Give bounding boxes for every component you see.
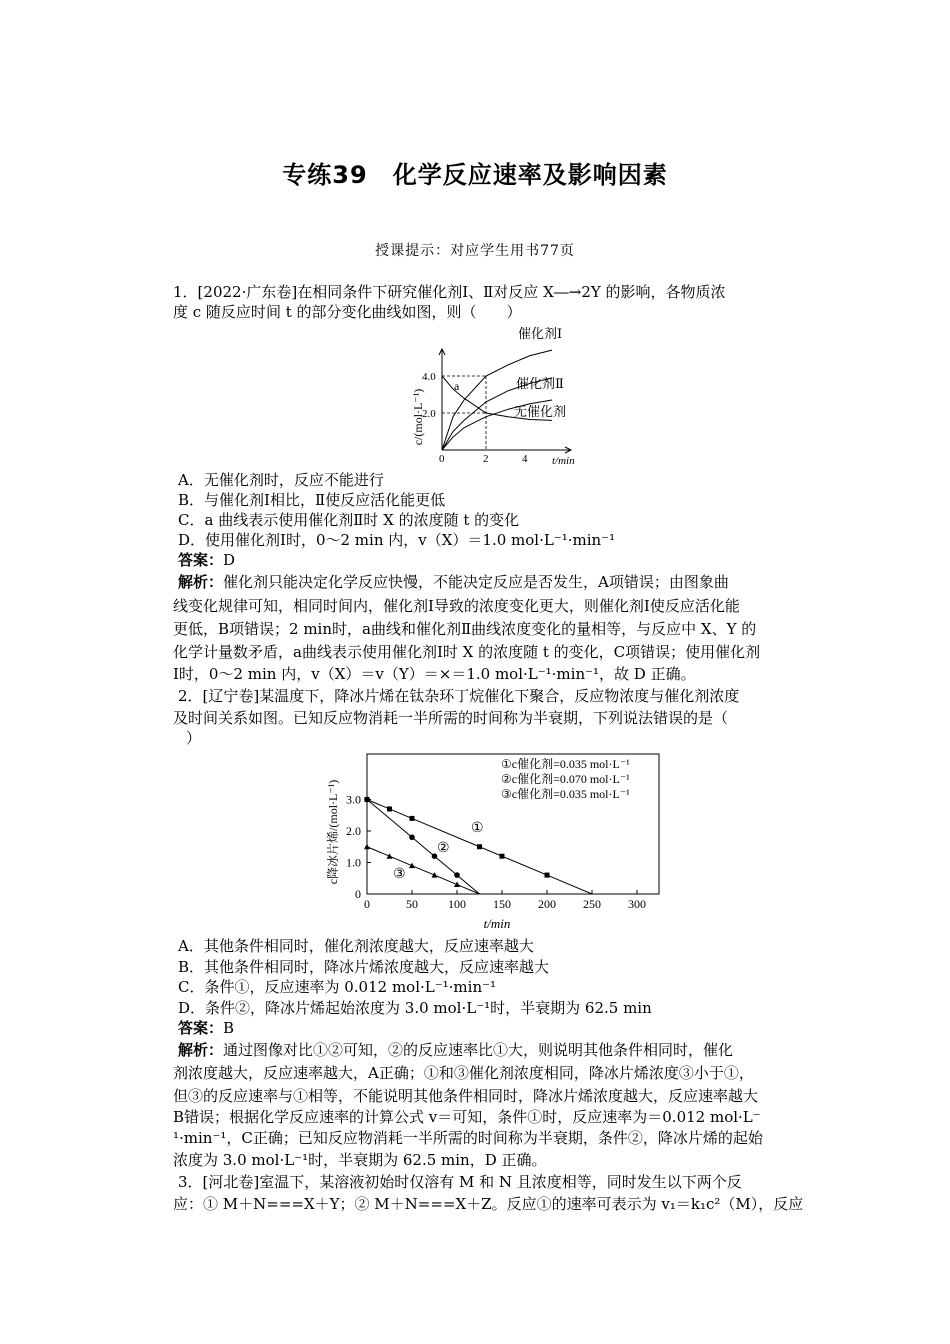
chart2-point-series2 bbox=[364, 797, 370, 803]
chart2-xtick-label: 100 bbox=[448, 897, 466, 911]
chart2-point-series2 bbox=[409, 835, 415, 841]
q2-analysis-label: 解析： bbox=[178, 1041, 224, 1059]
chart2-ytick-label: 2.0 bbox=[346, 824, 361, 838]
q1-analysis-line4: 化学计量数矛盾，a曲线表示使用催化剂Ⅰ时 X 的浓度随 t 的变化，C项错误；使用催化剂 bbox=[173, 643, 761, 661]
q2-stem-line3: ） bbox=[186, 729, 202, 747]
chart2-point-series3 bbox=[364, 844, 370, 850]
q2-option-c: C．条件①，反应速率为 0.012 mol·L⁻¹·min⁻¹ bbox=[178, 978, 497, 996]
q2-stem-line1: 2．[辽宁卷]某温度下，降冰片烯在钛杂环丁烷催化下聚合，反应物浓度与催化剂浓度 bbox=[178, 687, 740, 705]
chart2-xtick-label: 300 bbox=[628, 897, 646, 911]
q1-analysis-line1 bbox=[178, 572, 810, 592]
chart2-line-2 bbox=[367, 800, 480, 895]
chart1-curve-1 bbox=[442, 350, 552, 450]
lesson-hint: 授课提示：对应学生用书77页 bbox=[375, 243, 575, 259]
chart1-label-cat2: 催化剂Ⅱ bbox=[516, 376, 564, 391]
chart1-label-nocat: 无催化剂 bbox=[514, 404, 567, 419]
q1-analysis-line3: 更低，B项错误；2 min时，a曲线和催化剂Ⅱ曲线浓度变化的量相等，与反应中 X、Y 的 bbox=[173, 620, 757, 638]
chart2-xtick-label: 50 bbox=[406, 897, 418, 911]
chart2-marker-2: ② bbox=[437, 841, 450, 856]
chart2-xtick-label: 150 bbox=[493, 897, 511, 911]
chart2-xtick-label: 200 bbox=[538, 897, 556, 911]
q3-stem-line2: 应：① M＋N===X＋Y；② M＋N===X＋Z。反应①的速率可表示为 v₁＝k₁c²（M），反应 bbox=[173, 1195, 804, 1213]
q2-option-b: B．其他条件相同时，降冰片烯浓度越大，反应速率越大 bbox=[178, 958, 550, 976]
q1-analysis-text1: 催化剂只能决定化学反应快慢，不能决定反应是否发生，A项错误；由图象曲 bbox=[223, 573, 729, 591]
chart-2 bbox=[325, 752, 665, 932]
chart2-xtick-label: 0 bbox=[364, 897, 370, 911]
q1-stem-line1: 1．[2022·广东卷]在相同条件下研究催化剂Ⅰ、Ⅱ对反应 X―→2Y 的影响，各物质浓 bbox=[173, 283, 726, 301]
chart1-label-a: a bbox=[454, 379, 460, 393]
chart1-xtick-4: 4 bbox=[522, 453, 528, 465]
q2-answer bbox=[178, 1018, 810, 1038]
chart2-point-series3 bbox=[432, 872, 438, 878]
q1-option-c: C．a 曲线表示使用催化剂Ⅱ时 X 的浓度随 t 的变化 bbox=[178, 511, 520, 529]
q2-stem-line2: 及时间关系如图。已知反应物消耗一半所需的时间称为半衰期，下列说法错误的是（ bbox=[173, 709, 729, 727]
q1-analysis-label: 解析： bbox=[178, 573, 224, 591]
q1-answer bbox=[178, 550, 810, 570]
q1-option-d: D．使用催化剂Ⅰ时，0～2 min 内，v（X）＝1.0 mol·L⁻¹·min⁻¹ bbox=[178, 531, 616, 549]
chart1-xlabel: t/min bbox=[552, 455, 575, 467]
chart2-point-series2 bbox=[454, 872, 460, 878]
chart1-axes bbox=[439, 349, 571, 453]
chart2-xlabel: t/min bbox=[483, 916, 511, 931]
chart2-point-series1 bbox=[387, 806, 392, 811]
q2-analysis-line5: ¹·min⁻¹，C正确；已知反应物消耗一半所需的时间称为半衰期，条件②，降冰片烯的起始 bbox=[173, 1129, 763, 1147]
chart2-ytick-label: 3.0 bbox=[346, 792, 361, 807]
chart2-point-series3 bbox=[409, 863, 415, 869]
q1-answer-label: 答案： bbox=[178, 551, 224, 569]
chart-1 bbox=[400, 322, 600, 470]
q2-option-d: D．条件②，降冰片烯起始浓度为 3.0 mol·L⁻¹时，半衰期为 62.5 min bbox=[178, 999, 652, 1017]
q2-analysis-line2: 剂浓度越大，反应速率越大，A正确；①和③催化剂浓度相同，降冰片烯浓度③小于①， bbox=[173, 1064, 754, 1082]
chart2-point-series1 bbox=[477, 844, 482, 849]
chart1-curves bbox=[442, 350, 552, 450]
chart2-point-series3 bbox=[454, 882, 460, 888]
q1-option-a: A．无催化剂时，反应不能进行 bbox=[178, 471, 384, 489]
chart2-legend-3: ③c催化剂=0.035 mol·L⁻¹ bbox=[501, 787, 630, 801]
chart2-ytick-label: 0 bbox=[355, 887, 361, 901]
q1-stem-line2: 度 c 随反应时间 t 的部分变化曲线如图，则（ ） bbox=[173, 303, 522, 321]
chart1-ytick-4: 4.0 bbox=[422, 371, 436, 383]
chart1-label-cat1: 催化剂Ⅰ bbox=[518, 326, 563, 341]
q2-analysis-line3: 但③的反应速率与①相等，不能说明其他条件相同时，降冰片烯浓度越大，反应速率越大 bbox=[173, 1087, 759, 1105]
q1-option-b: B．与催化剂Ⅰ相比，Ⅱ使反应活化能更低 bbox=[178, 491, 446, 509]
chart2-xtick-label: 250 bbox=[583, 897, 601, 911]
q2-analysis-line1 bbox=[178, 1040, 810, 1060]
chart2-ylabel: c降冰片烯/(mol·L⁻¹) bbox=[326, 779, 340, 885]
q1-analysis-line2: 线变化规律可知，相同时间内，催化剂Ⅰ导致的浓度变化更大，则催化剂Ⅰ使反应活化能 bbox=[173, 597, 740, 615]
chart2-point-series1 bbox=[545, 873, 550, 878]
chart1-ylabel: c/(mol·L⁻¹) bbox=[411, 388, 425, 446]
q2-analysis-line6: 浓度为 3.0 mol·L⁻¹时，半衰期为 62.5 min，D 正确。 bbox=[173, 1151, 547, 1169]
chart2-point-series1 bbox=[500, 854, 505, 859]
chart2-legend-1: ①c催化剂=0.035 mol·L⁻¹ bbox=[501, 757, 630, 771]
q2-analysis-text1: 通过图像对比①②可知，②的反应速率比①大，则说明其他条件相同时，催化 bbox=[223, 1041, 734, 1059]
chart2-ytick-label: 1.0 bbox=[346, 855, 361, 870]
chart2-marker-3: ③ bbox=[393, 867, 406, 882]
chart2-line-3 bbox=[367, 847, 480, 894]
q2-analysis-line4: B错误；根据化学反应速率的计算公式 v＝可知，条件①时，反应速率为＝0.012 mol·L⁻ bbox=[173, 1108, 761, 1126]
q1-analysis-line5: Ⅰ时，0～2 min 内，v（X）＝v（Y）＝×＝1.0 mol·L⁻¹·min⁻¹，故 D 正确。 bbox=[173, 665, 696, 683]
q2-answer-value: B bbox=[223, 1019, 235, 1037]
chart1-xtick-0: 0 bbox=[439, 453, 445, 465]
page-title: 专练39 化学反应速率及影响因素 bbox=[282, 161, 668, 189]
q1-answer-value: D bbox=[223, 551, 236, 569]
chart2-points bbox=[364, 797, 550, 887]
q2-option-a: A．其他条件相同时，催化剂浓度越大，反应速率越大 bbox=[178, 937, 534, 955]
chart2-marker-1: ① bbox=[471, 821, 484, 836]
q2-answer-label: 答案： bbox=[178, 1019, 224, 1037]
chart2-point-series1 bbox=[410, 816, 415, 821]
chart2-point-series3 bbox=[387, 853, 393, 859]
chart1-ytick-2: 2.0 bbox=[422, 408, 436, 420]
q3-stem-line1: 3．[河北卷]室温下，某溶液初始时仅溶有 M 和 N 且浓度相等，同时发生以下两个反 bbox=[178, 1173, 742, 1191]
chart2-legend-2: ②c催化剂=0.070 mol·L⁻¹ bbox=[501, 772, 630, 786]
chart1-xtick-2: 2 bbox=[483, 453, 489, 465]
